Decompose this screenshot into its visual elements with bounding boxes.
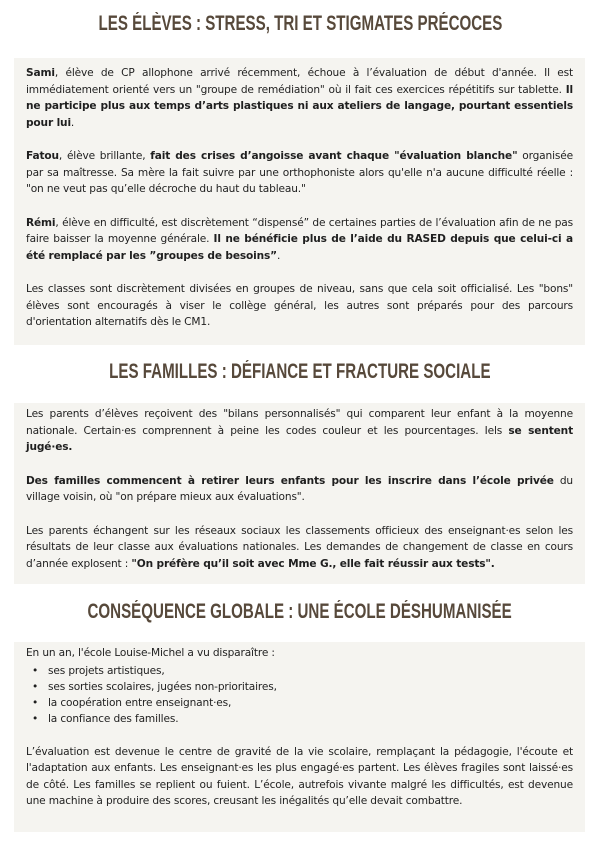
heading-text: LES FAMILLES : DÉFIANCE ET FRACTURE SOCIALE <box>109 360 491 383</box>
list-item: • ses projets artistiques, <box>48 663 573 679</box>
content-box <box>14 58 585 345</box>
bold-text: Des familles commencent à retirer leurs enfants pour les inscrire dans l’école privée <box>26 474 554 487</box>
text-run: Les parents d’élèves reçoivent des "bilans personnalisés" qui comparent leur enfant à la moyenne nationale. Certain·es comprennent à peine les codes couleur et les pourcentages. Iels <box>26 408 573 437</box>
list-lead: En un an, l'école Louise-Michel a vu disparaître : <box>26 647 275 659</box>
paragraph <box>26 215 573 265</box>
bold-text: "On préfère qu’il soit avec Mme G., elle fait réussir aux tests". <box>131 557 495 570</box>
paragraph <box>26 281 573 331</box>
paragraph <box>26 473 573 506</box>
disappeared-list <box>26 663 573 727</box>
paragraph <box>26 406 573 456</box>
list-item: • la confiance des familles. <box>48 711 573 727</box>
section-heading <box>0 360 600 384</box>
content-box <box>14 642 585 832</box>
bold-text: fait des crises d’angoisse avant chaque "évaluation blanche" <box>150 150 518 162</box>
text-run: L’évaluation est devenue le centre de gravité de la vie scolaire, remplaçant la pédagogie, l'écoute et l'adaptation aux enfants. Les enseignant·es les plus engagé·es partent. Les élèves fragiles sont laissé·es de côté. Les familles se replient ou fuient. L’école, autrefois vivante malgré les difficultés, est devenue une machine à produire des scores, creusant les inégalités qu’elle devait combattre. <box>26 745 573 807</box>
paragraph <box>26 744 573 810</box>
heading-text: CONSÉQUENCE GLOBALE : UNE ÉCOLE DÉSHUMANISÉE <box>87 600 513 623</box>
paragraph <box>26 148 573 198</box>
text-run: , élève en difficulté, est discrètement “dispensé” de certaines parties de l’évaluation afin de ne pas faire baisser la moyenne générale. <box>26 216 573 245</box>
bold-text: se sentent jugé·es. <box>26 424 573 453</box>
list-item: • la coopération entre enseignant·es, <box>48 695 573 711</box>
text-run: . <box>277 249 281 262</box>
paragraph <box>26 523 573 573</box>
bold-text: Il ne bénéficie plus de l’aide du RASED depuis que celui-ci a été remplacé par les ”groupes de besoins” <box>26 233 573 262</box>
list-item: • ses sorties scolaires, jugées non-prioritaires, <box>48 679 573 695</box>
text-run: du village voisin, où "on prépare mieux aux évaluations". <box>26 474 573 503</box>
bold-text: Sami <box>26 67 55 79</box>
text-run: , élève de CP allophone arrivé récemment, échoue à l’évaluation de début d'année. Il est immédiatement orienté vers un "groupe de remédiation" où il fait ces exercices répétitifs sur tablette. <box>26 67 573 96</box>
text-run: Les parents échangent sur les réseaux sociaux les classements officieux des enseignant·es selon les résultats de leur classe aux évaluations nationales. Les demandes de changement de classe en cours d’année explosent : <box>26 524 573 570</box>
content-box <box>14 403 585 584</box>
paragraph <box>26 65 573 131</box>
text-run: Les classes sont discrètement divisées en groupes de niveau, sans que cela soit officialisé. Les "bons" élèves sont encouragés à viser le collège général, les autres sont préparés pour des parcours d'orientation alternatifs dès le CM1. <box>26 283 573 328</box>
bold-text: Fatou <box>26 150 59 162</box>
text-run: organisée par sa maîtresse. Sa mère la fait suivre par une orthophoniste alors qu'elle n'a aucune difficulté réelle : "on ne veut pas qu’elle décroche du haut du tableau." <box>26 150 573 195</box>
bold-text: Il ne participe plus aux temps d’arts plastiques ni aux ateliers de langage, pourtant essentiels pour lui <box>26 83 573 129</box>
section-heading <box>0 600 600 624</box>
heading-text: LES ÉLÈVES : STRESS, TRI ET STIGMATES PRÉCOCES <box>98 12 502 35</box>
text-run: , élève brillante, <box>58 150 151 162</box>
text-run: . <box>70 116 75 129</box>
bold-text: Rémi <box>26 216 56 229</box>
section-heading <box>0 12 600 36</box>
